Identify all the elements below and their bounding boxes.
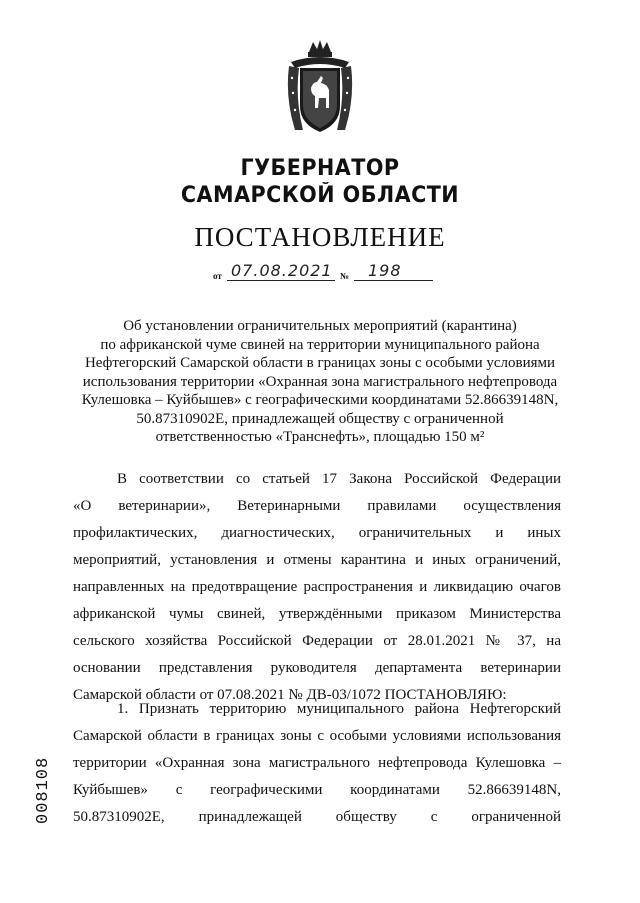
document-type: ПОСТАНОВЛЕНИЕ (194, 222, 446, 252)
date-prefix: от (213, 271, 222, 281)
subject-line: Кулешовка – Куйбышев» с географическими координатами 52.86639148N, (81, 392, 559, 408)
header-title-line2: САМАРСКОЙ ОБЛАСТИ (180, 183, 460, 208)
body-line: профилактических, диагностических, ограничительных и иных (73, 525, 561, 541)
body-line: основании представления руководителя департамента ветеринарии (73, 660, 561, 676)
body-line: В соответствии со статьей 17 Закона Российской Федерации (117, 471, 561, 487)
body-line: 50.87310902E, принадлежащей обществу с ограниченной (73, 809, 561, 825)
date-number-line (213, 262, 433, 284)
coat-of-arms-icon (283, 38, 357, 136)
body-line: 1. Признать территорию муниципального района Нефтегорский (117, 701, 561, 717)
side-serial-number: 008108 (34, 756, 53, 824)
date-value: 07.08.2021 (231, 261, 333, 280)
body-line: направленных на предотвращение распространения и ликвидацию очагов (73, 579, 561, 595)
body-line: Самарской области от 07.08.2021 № ДВ-03/1072 ПОСТАНОВЛЯЮ: (73, 687, 507, 703)
body-paragraph-2 (73, 696, 561, 831)
body-line: «О ветеринарии», Ветеринарными правилами осуществления (73, 498, 561, 514)
number-value: 198 (368, 261, 402, 280)
body-line: территории «Охранная зона магистрального нефтепровода Кулешовка – (73, 755, 561, 771)
header-title-line1: ГУБЕРНАТОР (240, 156, 400, 181)
subject-block (60, 317, 580, 447)
subject-line: 50.87310902E, принадлежащей обществу с ограниченной (136, 410, 504, 427)
body-line: Куйбышев» с географическими координатами 52.86639148N, (73, 782, 561, 798)
subject-line: использования территории «Охранная зона магистрального нефтепровода (82, 373, 558, 390)
number-prefix: № (340, 271, 350, 281)
body-line: африканской чумы свиней, утверждёнными приказом Министерства (73, 606, 561, 622)
body-line: Самарской области в границах зоны с особыми условиями использования (73, 728, 561, 744)
subject-line: ответственностью «Транснефть», площадью 150 м² (155, 429, 485, 445)
subject-line: по африканской чуме свиней на территории муниципального района (100, 336, 540, 353)
body-line: мероприятий, установления и отмены карантина и иных ограничений, (73, 552, 561, 568)
body-paragraph-1 (73, 466, 561, 709)
subject-line: Нефтегорский Самарской области в границах зоны с особыми условиями (84, 355, 556, 371)
subject-line: Об установлении ограничительных мероприятий (карантина) (123, 318, 517, 334)
body-line: сельского хозяйства Российской Федерации от 28.01.2021 № 37, на (73, 633, 561, 649)
